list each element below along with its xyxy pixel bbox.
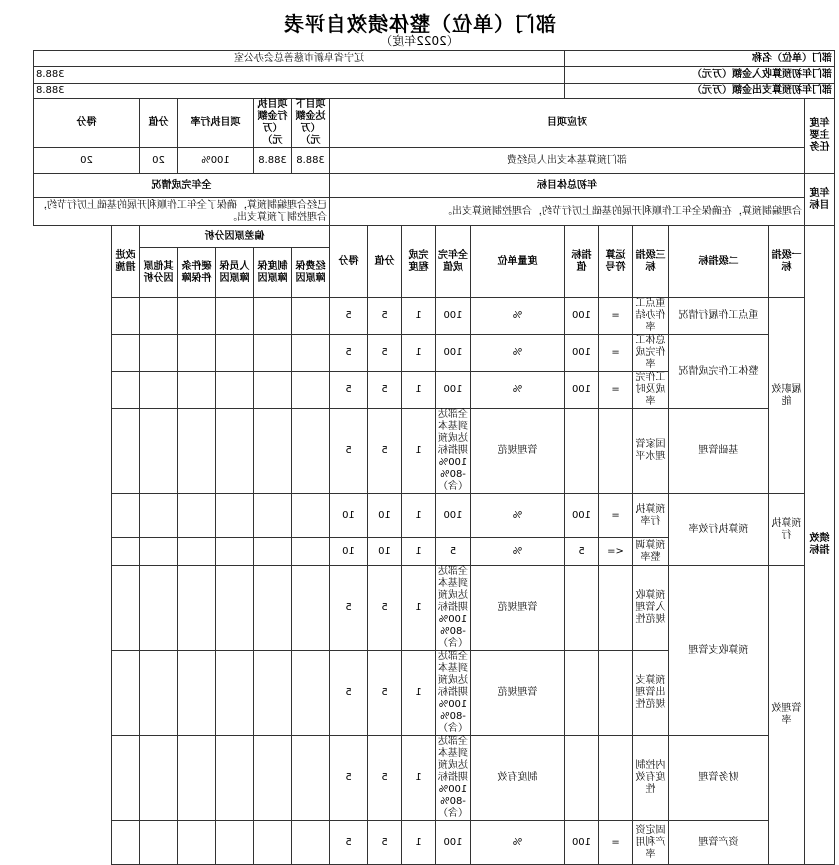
row-unit: % [471, 821, 565, 865]
first-management: 管理效率 [769, 566, 805, 865]
row-target [565, 566, 599, 651]
hdr-dev-other: 其他原因分析 [140, 248, 178, 298]
row-unit: % [471, 494, 565, 538]
row-score: 5 [368, 736, 402, 821]
row-got: 10 [330, 538, 368, 566]
row-dev [254, 494, 292, 538]
row-degree: 1 [402, 736, 436, 821]
row-score: 5 [368, 372, 402, 409]
row-dev [254, 298, 292, 335]
row-score: 5 [368, 298, 402, 335]
expense-budget-value: 388.8 [34, 84, 565, 99]
row-dev [292, 335, 330, 372]
second-basic-mgmt: 基础管理 [669, 409, 769, 494]
row-actual: 100 [436, 335, 471, 372]
task-got: 20 [34, 148, 140, 174]
row-improve [112, 372, 140, 409]
row-score: 5 [368, 821, 402, 865]
row-dev [178, 821, 216, 865]
row-dev [178, 538, 216, 566]
row-degree: 1 [402, 651, 436, 736]
row-degree: 1 [402, 538, 436, 566]
row-degree: 1 [402, 409, 436, 494]
row-dev [178, 651, 216, 736]
row-dev [140, 494, 178, 538]
row-third: 预算收入管理规范性 [633, 566, 669, 651]
row-op: = [599, 821, 633, 865]
task-budget: 388.8 [292, 148, 330, 174]
row-degree: 1 [402, 372, 436, 409]
row-improve [112, 538, 140, 566]
row-improve [112, 736, 140, 821]
row-dev [140, 821, 178, 865]
row-unit: 制度有效 [471, 736, 565, 821]
row-actual: 全部达到基本达成预期指标100%-80%（含） [436, 736, 471, 821]
row-op: = [599, 494, 633, 538]
row-got: 5 [330, 821, 368, 865]
perf-indicator-label: 绩效指标 [805, 226, 835, 865]
page-title: 部门（单位）整体绩效自评表 [283, 12, 556, 36]
row-got: 5 [330, 335, 368, 372]
row-dev [216, 736, 254, 821]
row-dev [178, 736, 216, 821]
overall-target-label: 年初总体目标 [330, 174, 805, 198]
row-unit: 管理规范 [471, 566, 565, 651]
row-dev [292, 651, 330, 736]
row-op [599, 566, 633, 651]
hdr-deviation: 偏差原因分析 [140, 226, 330, 248]
row-dev [140, 298, 178, 335]
task-exec: 388.8 [254, 148, 292, 174]
proj-exec-label: 项目执行金额（万元） [254, 99, 292, 148]
row-degree: 1 [402, 494, 436, 538]
row-op [599, 736, 633, 821]
row-dev [292, 409, 330, 494]
row-op [599, 651, 633, 736]
row-op: <= [599, 538, 633, 566]
hdr-actual: 全年完成值 [436, 226, 471, 298]
row-dev [140, 538, 178, 566]
second-budget-mgmt: 预算收支管理 [669, 566, 769, 736]
row-dev [254, 409, 292, 494]
hdr-got: 得分 [330, 226, 368, 298]
row-dev [216, 821, 254, 865]
expense-budget-label: 部门年初预算支出金额（万元） [565, 84, 835, 99]
row-actual: 5 [436, 538, 471, 566]
row-got: 5 [330, 736, 368, 821]
row-dev [178, 372, 216, 409]
row-got: 10 [330, 494, 368, 538]
row-dev [178, 409, 216, 494]
hdr-dev-hardware: 硬件条件保障 [178, 248, 216, 298]
hdr-unit: 度量单位 [471, 226, 565, 298]
row-target: 5 [565, 538, 599, 566]
row-third: 固定资产利用率 [633, 821, 669, 865]
row-dev [292, 736, 330, 821]
row-degree: 1 [402, 566, 436, 651]
row-dev [254, 538, 292, 566]
row-dev [216, 298, 254, 335]
row-actual: 100 [436, 821, 471, 865]
target-text: 合理编制预算，在确保全年工作顺利开展的基础上厉行节约，合理控制预算支出。 [330, 198, 805, 226]
row-dev [140, 736, 178, 821]
row-unit: % [471, 298, 565, 335]
row-dev [254, 651, 292, 736]
dept-name-value: 辽宁省阜新市慈善总会办公室 [34, 51, 565, 67]
row-dev [292, 538, 330, 566]
main-tasks-label: 年度主要任务 [805, 99, 835, 174]
row-dev [292, 494, 330, 538]
row-unit: % [471, 538, 565, 566]
row-improve [112, 651, 140, 736]
row-got: 5 [330, 409, 368, 494]
row-actual: 全部达到基本达成预期指标100%-80%（含） [436, 651, 471, 736]
row-score: 10 [368, 494, 402, 538]
row-target: 100 [565, 335, 599, 372]
row-dev [216, 335, 254, 372]
row-dev [216, 566, 254, 651]
row-improve [112, 494, 140, 538]
row-op: = [599, 298, 633, 335]
row-dev [254, 372, 292, 409]
proj-budget-label: 项目下达金额（万元） [292, 99, 330, 148]
row-dev [140, 372, 178, 409]
row-score: 5 [368, 409, 402, 494]
row-improve [112, 566, 140, 651]
row-third: 预算支出管理规范性 [633, 651, 669, 736]
second-key-work: 重点工作履行情况 [669, 298, 769, 335]
row-score: 10 [368, 538, 402, 566]
row-dev [178, 335, 216, 372]
row-dev [140, 409, 178, 494]
row-improve [112, 298, 140, 335]
row-actual: 全部达到基本达成预期指标100%-80%（含） [436, 409, 471, 494]
task-project: 部门预算基本支出人员经费 [330, 148, 805, 174]
row-improve [112, 409, 140, 494]
row-target: 100 [565, 372, 599, 409]
row-degree: 1 [402, 335, 436, 372]
row-third: 重点工作办结率 [633, 298, 669, 335]
row-dev [140, 335, 178, 372]
target-label: 年度目标 [805, 174, 835, 226]
first-output: 履职效能 [769, 298, 805, 494]
row-dev [216, 538, 254, 566]
row-third: 内控制度有效性 [633, 736, 669, 821]
row-dev [140, 651, 178, 736]
exec-rate-label: 项目执行率 [178, 99, 254, 148]
hdr-target: 指标值 [565, 226, 599, 298]
row-dev [254, 821, 292, 865]
hdr-second: 二级指标 [669, 226, 769, 298]
hdr-dev-funding: 经费保障原因 [292, 248, 330, 298]
page-subtitle: （2022年度） [380, 34, 459, 48]
hdr-score: 分值 [368, 226, 402, 298]
row-got: 5 [330, 372, 368, 409]
row-unit: 管理规范 [471, 651, 565, 736]
row-third: 国家管理水平 [633, 409, 669, 494]
row-dev [254, 566, 292, 651]
row-dev [292, 298, 330, 335]
row-actual: 100 [436, 372, 471, 409]
row-target [565, 651, 599, 736]
task-got-label: 得分 [34, 99, 140, 148]
row-unit: 管理规范 [471, 409, 565, 494]
evaluation-table [33, 50, 835, 865]
completion-label: 全年完成情况 [34, 174, 330, 198]
task-score: 20 [140, 148, 178, 174]
income-budget-value: 388.8 [34, 67, 565, 84]
hdr-first: 一级指标 [769, 226, 805, 298]
row-dev [216, 494, 254, 538]
row-unit: % [471, 372, 565, 409]
row-target: 100 [565, 821, 599, 865]
row-dev [254, 736, 292, 821]
row-dev [216, 409, 254, 494]
row-dev [254, 335, 292, 372]
row-dev [292, 821, 330, 865]
row-op: = [599, 335, 633, 372]
second-exec-eff: 预算执行效率 [669, 494, 769, 566]
row-op [599, 409, 633, 494]
hdr-degree: 完成程度 [402, 226, 436, 298]
completion-text: 已经合理编制预算，确保了全年工作顺利开展的基础上厉行节约，合理控制了预算支出。 [34, 198, 330, 226]
row-score: 5 [368, 651, 402, 736]
income-budget-label: 部门年初预算收入金额（万元） [565, 67, 835, 84]
row-got: 5 [330, 651, 368, 736]
row-dev [216, 651, 254, 736]
hdr-op: 运算符号 [599, 226, 633, 298]
row-dev [292, 566, 330, 651]
row-target [565, 736, 599, 821]
task-rate: 100% [178, 148, 254, 174]
row-op: = [599, 372, 633, 409]
row-target [565, 409, 599, 494]
row-dev [216, 372, 254, 409]
row-actual: 100 [436, 494, 471, 538]
hdr-improve: 改进措施 [112, 226, 140, 298]
second-asset-mgmt: 资产管理 [669, 821, 769, 865]
first-budget-exec: 预算执行 [769, 494, 805, 566]
row-improve [112, 335, 140, 372]
row-dev [178, 566, 216, 651]
hdr-dev-system: 制度保障原因 [254, 248, 292, 298]
row-third: 工作完成及时率 [633, 372, 669, 409]
task-score-label: 分值 [140, 99, 178, 148]
second-overall-work: 整体工作完成情况 [669, 335, 769, 409]
hdr-third: 三级指标 [633, 226, 669, 298]
row-third: 总体工作完成率 [633, 335, 669, 372]
row-got: 5 [330, 566, 368, 651]
dept-name-label: 部门（单位）名称 [565, 51, 835, 67]
row-third: 预算调整率 [633, 538, 669, 566]
row-actual: 全部达到基本达成预期指标100%-80%（含） [436, 566, 471, 651]
hdr-dev-staff: 人员保障原因 [216, 248, 254, 298]
row-dev [140, 566, 178, 651]
row-degree: 1 [402, 298, 436, 335]
row-score: 5 [368, 566, 402, 651]
row-target: 100 [565, 494, 599, 538]
row-dev [178, 494, 216, 538]
row-dev [178, 298, 216, 335]
row-degree: 1 [402, 821, 436, 865]
row-unit: % [471, 335, 565, 372]
row-dev [292, 372, 330, 409]
second-finance-mgmt: 财务管理 [669, 736, 769, 821]
row-improve [112, 821, 140, 865]
row-actual: 100 [436, 298, 471, 335]
row-got: 5 [330, 298, 368, 335]
row-score: 5 [368, 335, 402, 372]
corr-project-label: 对应项目 [330, 99, 805, 148]
row-third: 预算执行率 [633, 494, 669, 538]
row-target: 100 [565, 298, 599, 335]
